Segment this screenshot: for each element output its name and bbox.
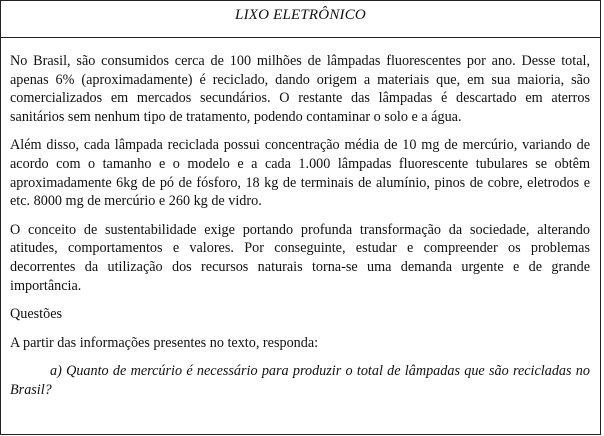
- title-bar: [0, 0, 601, 38]
- instruction-text: A partir das informações presentes no texto, responda:: [10, 334, 319, 351]
- paragraph-3: O conceito de sustentabilidade exige portando profunda transformação da sociedade, alterando atitudes, comportamentos e valores. Por conseguinte, estudar e compreender os problemas decorrentes da utilização dos recursos naturais torna-se uma demanda urgente e de grande importância.: [10, 221, 590, 294]
- paragraph-1: No Brasil, são consumidos cerca de 100 milhões de lâmpadas fluorescentes por ano. Desse total, apenas 6% (aproximadamente) é reciclado, dando origem a materiais que, em sua maioria, são comercializados em mercados secundários. O restante das lâmpadas é descartado em aterros sanitários sem nenhum tipo de tratamento, podendo contaminar o solo e a água.: [10, 53, 590, 125]
- document-title: LIXO ELETRÔNICO: [235, 7, 366, 23]
- document-body: [10, 52, 590, 410]
- paragraph-2: Além disso, cada lâmpada reciclada possui concentração média de 10 mg de mercúrio, variando de acordo com o tamanho e o modelo e a cada 1.000 lâmpadas fluorescente tubulares se obtêm aproximadamente 6kg de pó de fósforo, 18 kg de terminais de alumínio, pinos de cobre, eletrodos e etc. 8000 mg de mercúrio e 260 kg de vidro.: [10, 137, 590, 210]
- questions-heading: Questões: [10, 306, 63, 323]
- question-a: a) Quanto de mercúrio é necessário para produzir o total de lâmpadas que são recicladas no Brasil?: [10, 363, 590, 398]
